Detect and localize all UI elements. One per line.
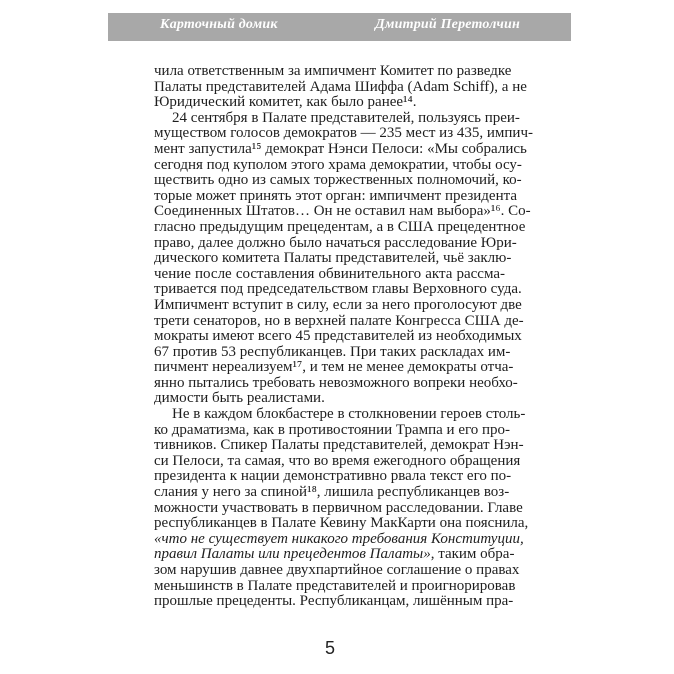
text-line xyxy=(154,468,512,485)
text-line xyxy=(154,437,524,454)
text-segment: 67 против 53 республиканцев. При таких раскладах им- xyxy=(154,343,511,360)
italic-quote-text: правил Палаты или прецедентов Палаты» xyxy=(154,546,431,563)
text-line xyxy=(154,78,527,96)
text-segment: 24 сентября в Палате представителей, пользуясь преи- xyxy=(172,109,520,126)
text-segment: гласно предыдущим прецедентам, а в США прецедентное xyxy=(154,218,526,235)
text-segment: прошлые прецеденты. Республиканцам, лишённым пра- xyxy=(154,593,514,610)
text-segment: право, далее должно было начаться расследование Юри- xyxy=(154,234,517,251)
text-segment: димости быть реалистами. xyxy=(154,390,325,407)
text-line xyxy=(154,452,521,470)
text-segment: меньшинств в Палате представителей и проигнорировав xyxy=(154,577,516,594)
text-segment: торые может принять этот орган: импичмент президента xyxy=(154,187,518,204)
text-segment: дического комитета Палаты представителей, чьё заклю- xyxy=(154,250,512,267)
text-segment: чение после составления обвинительного акта рассма- xyxy=(154,265,505,282)
page-number: 5 xyxy=(324,638,335,658)
text-segment: трети сенаторов, но в верхней палате Конгресса США де- xyxy=(154,312,524,329)
text-line xyxy=(154,343,511,361)
text-segment: зом нарушив давнее двухпартийное соглашение о правах xyxy=(154,562,520,578)
page-body-text xyxy=(154,63,533,610)
text-line xyxy=(154,312,524,330)
text-line xyxy=(154,406,526,423)
text-line xyxy=(154,499,523,517)
text-segment: мент запустила¹⁵ демократ Нэнси Пелоси: «Мы собрались xyxy=(154,140,527,157)
text-line xyxy=(154,421,511,439)
text-line xyxy=(154,515,529,532)
text-segment: си Пелоси, та самая, что во время ежегодного обращения xyxy=(154,452,521,469)
text-segment: пичмент нереализуем¹⁷, и тем не менее демократы отча- xyxy=(154,359,514,376)
text-segment: ществить одно из самых торжественных полномочий, ко- xyxy=(154,172,522,189)
text-segment: мократы имеют всего 45 представителей из необходимых xyxy=(154,328,522,345)
text-line xyxy=(154,546,515,563)
text-line xyxy=(154,218,526,236)
text-line xyxy=(154,374,518,392)
text-line xyxy=(154,156,522,174)
book-title: Карточный домик xyxy=(160,17,278,32)
text-line xyxy=(154,250,512,267)
text-line xyxy=(154,125,533,142)
text-segment: муществом голосов демократов — 235 мест из 435, импич- xyxy=(154,125,533,142)
text-line xyxy=(154,391,505,407)
text-segment: можности участвовать в первичном расследовании. Главе xyxy=(154,499,523,516)
italic-quote-text: «что не существует никакого требования Конституции, xyxy=(154,530,524,547)
text-line xyxy=(154,530,524,548)
text-segment: республиканцев в Палате Кевину МакКарти она пояснила, xyxy=(154,515,529,532)
text-segment: сегодня под куполом этого храма демократии, чтобы осу- xyxy=(154,156,522,173)
text-segment: чила ответственным за импичмент Комитет по разведке xyxy=(154,63,512,79)
text-line xyxy=(154,63,512,80)
text-line xyxy=(154,172,522,189)
text-line xyxy=(154,234,517,252)
text-segment: Не в каждом блокбастере в столкновении героев столь- xyxy=(172,406,526,423)
text-line xyxy=(154,562,520,579)
text-line xyxy=(154,593,514,610)
text-line xyxy=(154,187,518,205)
running-header xyxy=(108,13,571,41)
text-line xyxy=(154,140,527,158)
text-segment: тривается под председательством главы Верховного суда. xyxy=(154,281,522,298)
author-name: Дмитрий Перетолчин xyxy=(375,17,520,32)
text-segment: , таким обра- xyxy=(430,546,515,563)
text-line xyxy=(154,484,510,501)
text-line xyxy=(154,328,522,345)
text-line xyxy=(154,267,505,283)
text-segment: Импичмент вступит в силу, если за него проголосуют две xyxy=(154,296,522,313)
text-segment: Юридический комитет, как было ранее¹⁴. xyxy=(154,94,417,111)
text-segment: Палаты представителей Адама Шиффа (Adam Schiff), а не xyxy=(154,78,527,95)
text-line xyxy=(154,95,505,111)
text-line xyxy=(154,296,522,314)
text-line xyxy=(154,203,531,220)
text-segment: Соединенных Штатов… Он не оставил нам выбора»¹⁶. Со- xyxy=(154,203,531,220)
text-segment: президента к нации демонстративно рвала текст его по- xyxy=(154,468,512,485)
text-line xyxy=(154,577,516,595)
text-segment: янно пытались требовать невозможного вопреки необхо- xyxy=(154,374,518,391)
text-segment: слания у него за спиной¹⁸, лишила республиканцев воз- xyxy=(154,484,510,501)
text-line xyxy=(154,359,514,376)
text-line xyxy=(154,281,522,298)
text-line xyxy=(154,109,520,127)
text-segment: тивников. Спикер Палаты представителей, демократ Нэн- xyxy=(154,437,524,454)
text-segment: ко драматизма, как в противостоянии Трампа и его про- xyxy=(154,421,511,438)
